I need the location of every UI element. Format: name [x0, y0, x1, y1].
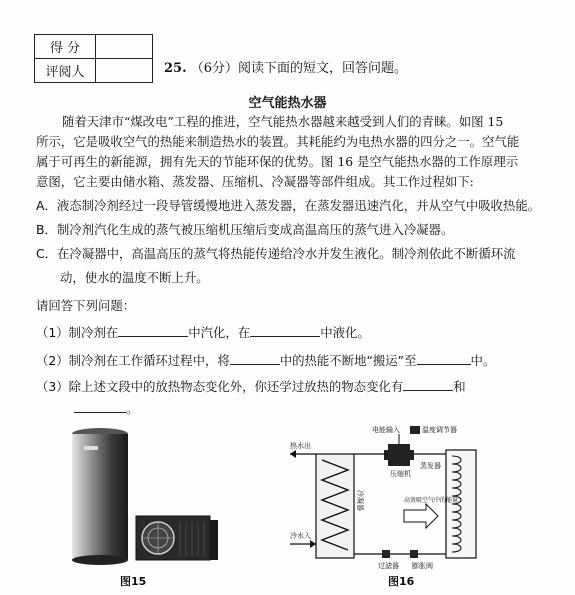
q3-blank-2[interactable]: [74, 398, 126, 413]
figure-15-caption: 图15: [120, 575, 147, 588]
label-condenser: 冷凝器: [356, 490, 364, 511]
label-thermostat: 温度调节器: [422, 426, 457, 434]
question-1: [36, 322, 370, 343]
q3-blank-1[interactable]: [403, 376, 453, 391]
q2-part-c: 中。: [470, 353, 496, 368]
label-expansion-valve: 膨胀阀: [412, 562, 433, 570]
score-cell: [96, 35, 153, 59]
reviewer-cell: [96, 59, 153, 83]
reviewer-label: 评阅人: [35, 59, 96, 83]
expansion-valve: [410, 550, 418, 558]
label-filter: 过滤器: [378, 562, 399, 570]
question-number: 25.: [164, 61, 187, 76]
label-power-in: 电能输入: [372, 426, 400, 434]
figure-16-schematic: [286, 420, 518, 570]
label-cold-in: 冷水入: [290, 532, 311, 540]
step-b: B．制冷剂汽化生成的蒸气被压缩机压缩后变成高温高压的蒸气进入冷凝器。: [36, 222, 454, 237]
question-2: [36, 350, 495, 371]
q2-part-a: （2）制冷剂在工作循环过程中，将: [36, 353, 230, 368]
q3-end: 。: [126, 401, 139, 416]
question-header: [164, 57, 407, 76]
question-prompt: （6分）阅读下面的短文，回答问题。: [190, 61, 408, 76]
passage-line: 随着天津市“煤改电”工程的推进，空气能热水器越来越受到人们的青睐。如图 15: [62, 114, 504, 129]
label-compressor: 压缩机: [390, 470, 411, 478]
q1-part-b: 中汽化，在: [188, 325, 251, 340]
question-3-cont: [74, 398, 138, 419]
filter: [382, 550, 390, 558]
step-a: A．液态制冷剂经过一段导管缓慢地进入蒸发器，在蒸发器迅速汽化，并从空气中吸收热能。: [36, 198, 541, 213]
compressor: [388, 444, 410, 466]
q2-blank-1[interactable]: [230, 350, 280, 365]
passage-line: 意图，它主要由储水箱、蒸发器、压缩机、冷凝器等部件组成。其工作过程如下:: [36, 174, 474, 189]
thermostat: [410, 426, 420, 434]
step-c-line1: C．在冷凝器中，高温高压的蒸气将热能传递给冷水并发生液化。制冷剂依此不断循环流: [36, 246, 516, 261]
q1-blank-1[interactable]: [118, 322, 188, 337]
q2-part-b: 中的热能不断地“搬运”至: [279, 353, 417, 368]
q1-part-c: 中液化。: [320, 325, 370, 340]
passage-line: 属于可再生的新能源，拥有先天的节能环保的优势。图 16 是空气能热水器的工作原理示: [36, 154, 519, 169]
q1-blank-2[interactable]: [250, 322, 320, 337]
q2-blank-2[interactable]: [417, 350, 471, 365]
figure-15-water-heater: [60, 420, 230, 570]
figure-16-caption: 图16: [388, 575, 415, 588]
q3-part-a: （3）除上述文段中的放热物态变化外，你还学过放热的物态变化有: [36, 379, 404, 394]
q1-part-a: （1）制冷剂在: [36, 325, 119, 340]
score-table: [34, 34, 153, 83]
step-c-line2: 动，使水的温度不断上升。: [60, 270, 209, 285]
passage-title: 空气能热水器: [248, 96, 327, 111]
label-evaporator: 蒸发器: [420, 462, 441, 470]
label-air-heat: 高效吸空气中的能量: [404, 497, 459, 504]
q3-part-b: 和: [453, 379, 466, 394]
label-hot-out: 热水出: [290, 442, 311, 450]
question-3: [36, 376, 466, 397]
score-label: 得 分: [35, 35, 96, 59]
questions-intro: 请回答下列问题：: [36, 298, 136, 313]
passage-line: 所示，它是吸收空气的热能来制造热水的装置。其耗能约为电热水器的四分之一。空气能: [36, 134, 520, 149]
